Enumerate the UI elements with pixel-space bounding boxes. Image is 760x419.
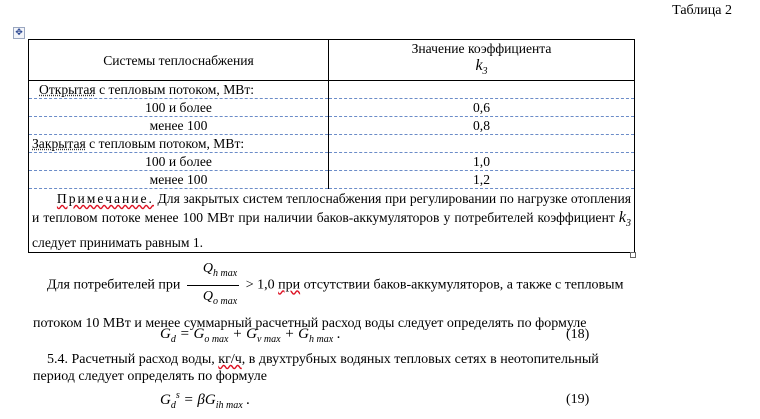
table-row xyxy=(29,81,635,99)
table-note: Примечание. Для закрытых систем теплоснабжения при регулировании по нагрузке отопления и тепловом потоке менее 100 МВт при наличии баков-аккумуляторов у потребителей коэффициент $k_3$ следует принимать равным 1. xyxy=(29,189,635,253)
row-value: 0,6 xyxy=(329,99,635,117)
table-row xyxy=(29,117,635,135)
paragraph-5-4: 5.4. Расчетный расход воды, кг/ч, в двухтрубных водяных тепловых сетях в неотопительный период следует определять по формуле xyxy=(33,352,599,384)
formula-18: $G_d = G_{o max} + G_{v max} + G_{h max}$ . xyxy=(160,326,341,345)
table-row xyxy=(29,135,635,153)
row-value: 1,0 xyxy=(329,153,635,171)
open-system-title: Открытая с тепловым потоком, МВт: xyxy=(29,81,329,99)
header-coefficient: Значение коэффициента $k_3$ xyxy=(329,40,635,81)
row-value: 0,8 xyxy=(329,117,635,135)
table-caption: Таблица 2 xyxy=(672,3,732,18)
table-row xyxy=(29,153,635,171)
formula-18-number: (18) xyxy=(566,327,590,342)
row-label: 100 и более xyxy=(29,153,329,171)
row-value: 1,2 xyxy=(329,171,635,189)
header-systems: Системы теплоснабжения xyxy=(29,40,329,81)
k3-symbol: $k_3$ xyxy=(475,57,488,78)
closed-system-title: Закрытая с тепловым потоком, МВт: xyxy=(29,135,329,153)
formula-19-number: (19) xyxy=(566,392,590,407)
table-row xyxy=(29,99,635,117)
load-ratio-fraction: $\frac{Q_{h max}}{Q_{o max}}$ xyxy=(187,258,239,313)
row-label: менее 100 xyxy=(29,171,329,189)
table-header-row xyxy=(29,40,635,81)
coefficient-table xyxy=(28,39,635,253)
table-move-handle-icon[interactable]: ✥ xyxy=(13,27,25,39)
table-row xyxy=(29,171,635,189)
formula-19: $G_d^s = \beta G_{ih max}$ . xyxy=(160,390,251,411)
row-label: менее 100 xyxy=(29,117,329,135)
row-label: 100 и более xyxy=(29,99,329,117)
paragraph-consumers: Для потребителей при $\frac{Q_{h max}}{Q_{o max}}$ > 1,0 при отсутствии баков-аккумуляторов, а также с тепловым потоком 10 МВт и менее суммарный расчетный расход воды следует определять по формуле xyxy=(33,258,727,332)
table-note-row xyxy=(29,189,635,253)
